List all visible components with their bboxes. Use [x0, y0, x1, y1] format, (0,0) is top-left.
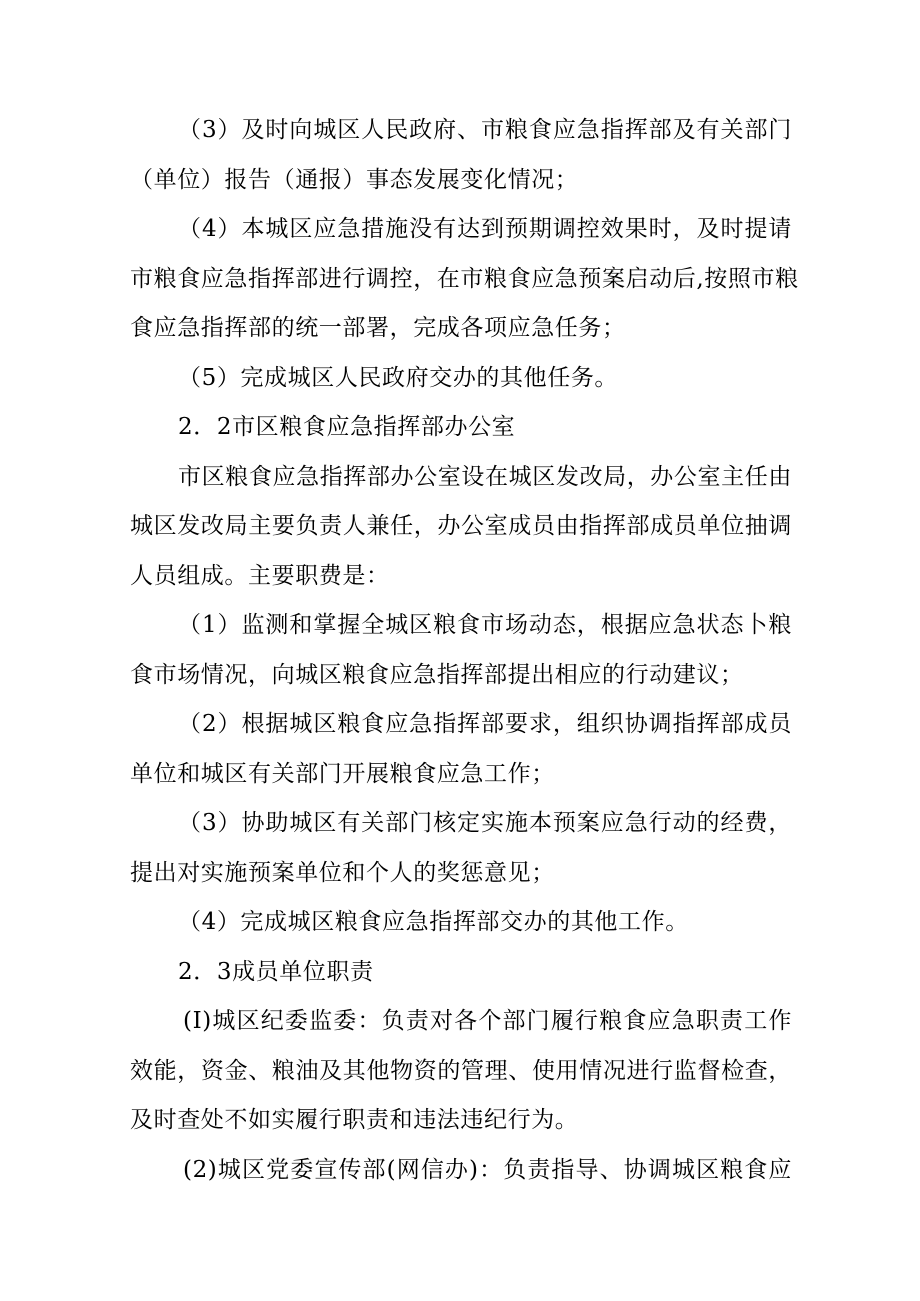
paragraph-line-15: 提出对实施预案单位和个人的奖惩意见； [130, 860, 555, 886]
paragraph-line-1: （3）及时向城区人民政府、市粮食应急指挥部及有关部门 [178, 117, 792, 143]
paragraph-line-20: (2)城区党委宣传部(网信办)：负责指导、协调城区粮食应 [183, 1157, 792, 1183]
paragraph-line-14: （3）协助城区有关部门核定实施本预案应急行动的经费， [178, 810, 792, 836]
paragraph-line-12: （2）根据城区粮食应急指挥部要求，组织协调指挥部成员 [178, 711, 792, 737]
paragraph-line-4: 市粮食应急指挥部进行调控，在市粮食应急预案启动后,按照市粮 [130, 266, 799, 292]
section-heading-2-2: 2．2市区粮食应急指挥部办公室 [178, 414, 516, 440]
section-heading-2-3: 2．3成员单位职责 [178, 959, 374, 985]
paragraph-line-3: （4）本城区应急措施没有达到预期调控效果时，及时提请 [178, 216, 792, 242]
paragraph-line-11: 食市场情况，向城区粮食应急指挥部提出相应的行动建议； [130, 662, 744, 688]
paragraph-line-17: (I)城区纪委监委：负责对各个部门履行粮食应急职责工作 [183, 1008, 792, 1034]
paragraph-line-8: 城区发改局主要负责人兼任，办公室成员由指挥部成员单位抽调 [130, 513, 792, 539]
paragraph-line-19: 及时查处不如实履行职责和违法违纪行为。 [130, 1107, 579, 1133]
paragraph-line-10: （1）监测和掌握全城区粮食市场动态，根据应急状态卜粮 [178, 612, 792, 638]
paragraph-line-2: （单位）报告（通报）事态发展变化情况； [130, 167, 579, 193]
paragraph-line-7: 市区粮食应急指挥部办公室设在城区发改局，办公室主任由 [178, 464, 792, 490]
paragraph-line-13: 单位和城区有关部门开展粮食应急工作； [130, 761, 555, 787]
paragraph-line-9: 人员组成。主要职费是： [130, 563, 390, 589]
paragraph-line-18: 效能，资金、粮油及其他物资的管理、使用情况进行监督检查， [130, 1058, 792, 1084]
paragraph-line-5: 食应急指挥部的统一部署，完成各项应急任务； [130, 315, 626, 341]
paragraph-line-16: （4）完成城区粮食应急指挥部交办的其他工作。 [178, 909, 689, 935]
paragraph-line-6: （5）完成城区人民政府交办的其他任务。 [178, 365, 619, 391]
